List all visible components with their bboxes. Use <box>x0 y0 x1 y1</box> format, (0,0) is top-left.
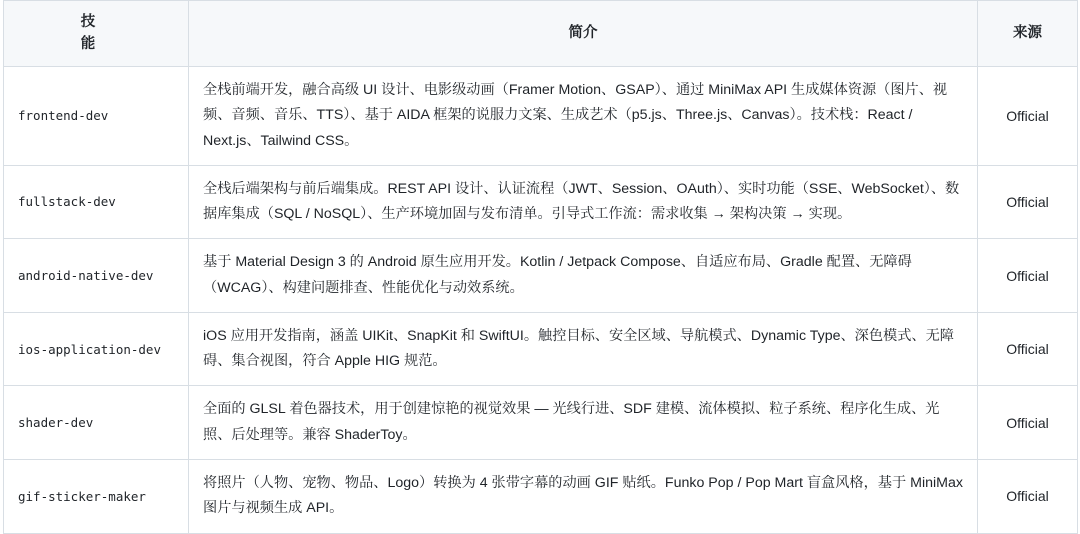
skill-name-cell: shader-dev <box>4 386 189 460</box>
table-body <box>4 66 1078 533</box>
skill-description-cell: iOS 应用开发指南，涵盖 UIKit、SnapKit 和 SwiftUI。触控目标、安全区域、导航模式、Dynamic Type、深色模式、无障碍、集合视图，符合 Apple HIG 规范。 <box>189 312 978 386</box>
table-header-row <box>4 1 1078 67</box>
skill-source-cell: Official <box>978 312 1078 386</box>
column-header-skill-label: 技 能 <box>80 14 96 53</box>
skill-name-cell: android-native-dev <box>4 239 189 313</box>
skill-name-cell: fullstack-dev <box>4 165 189 239</box>
skill-name-cell: frontend-dev <box>4 66 189 165</box>
skill-source-cell: Official <box>978 165 1078 239</box>
table-row <box>4 312 1078 386</box>
table-row <box>4 386 1078 460</box>
skills-table <box>3 0 1078 534</box>
skill-description-cell: 将照片（人物、宠物、物品、Logo）转换为 4 张带字幕的动画 GIF 贴纸。Funko Pop / Pop Mart 盲盒风格，基于 MiniMax 图片与视频生成 API。 <box>189 460 978 534</box>
table-row <box>4 165 1078 239</box>
skill-source-cell: Official <box>978 460 1078 534</box>
column-header-description: 简介 <box>189 1 978 67</box>
skill-description-cell: 全栈前端开发，融合高级 UI 设计、电影级动画（Framer Motion、GSAP）、通过 MiniMax API 生成媒体资源（图片、视频、音频、音乐、TTS）、基于 AIDA 框架的说服力文案、生成艺术（p5.js、Three.js、Canvas）。技术栈：React / Next.js、Tailwind CSS。 <box>189 66 978 165</box>
skill-source-cell: Official <box>978 386 1078 460</box>
skill-name-cell: gif-sticker-maker <box>4 460 189 534</box>
skill-description-cell: 基于 Material Design 3 的 Android 原生应用开发。Kotlin / Jetpack Compose、自适应布局、Gradle 配置、无障碍（WCAG）、构建问题排查、性能优化与动效系统。 <box>189 239 978 313</box>
skill-description-cell: 全栈后端架构与前后端集成。REST API 设计、认证流程（JWT、Session、OAuth）、实时功能（SSE、WebSocket）、数据库集成（SQL / NoSQL）、生产环境加固与发布清单。引导式工作流：需求收集 → 架构决策 → 实现。 <box>189 165 978 239</box>
table-row <box>4 66 1078 165</box>
skill-source-cell: Official <box>978 239 1078 313</box>
skill-source-cell: Official <box>978 66 1078 165</box>
skill-name-cell: ios-application-dev <box>4 312 189 386</box>
table-head <box>4 1 1078 67</box>
column-header-source: 来源 <box>978 1 1078 67</box>
column-header-skill <box>4 1 189 67</box>
table-row <box>4 239 1078 313</box>
table-row <box>4 460 1078 534</box>
skill-description-cell: 全面的 GLSL 着色器技术，用于创建惊艳的视觉效果 — 光线行进、SDF 建模、流体模拟、粒子系统、程序化生成、光照、后处理等。兼容 ShaderToy。 <box>189 386 978 460</box>
